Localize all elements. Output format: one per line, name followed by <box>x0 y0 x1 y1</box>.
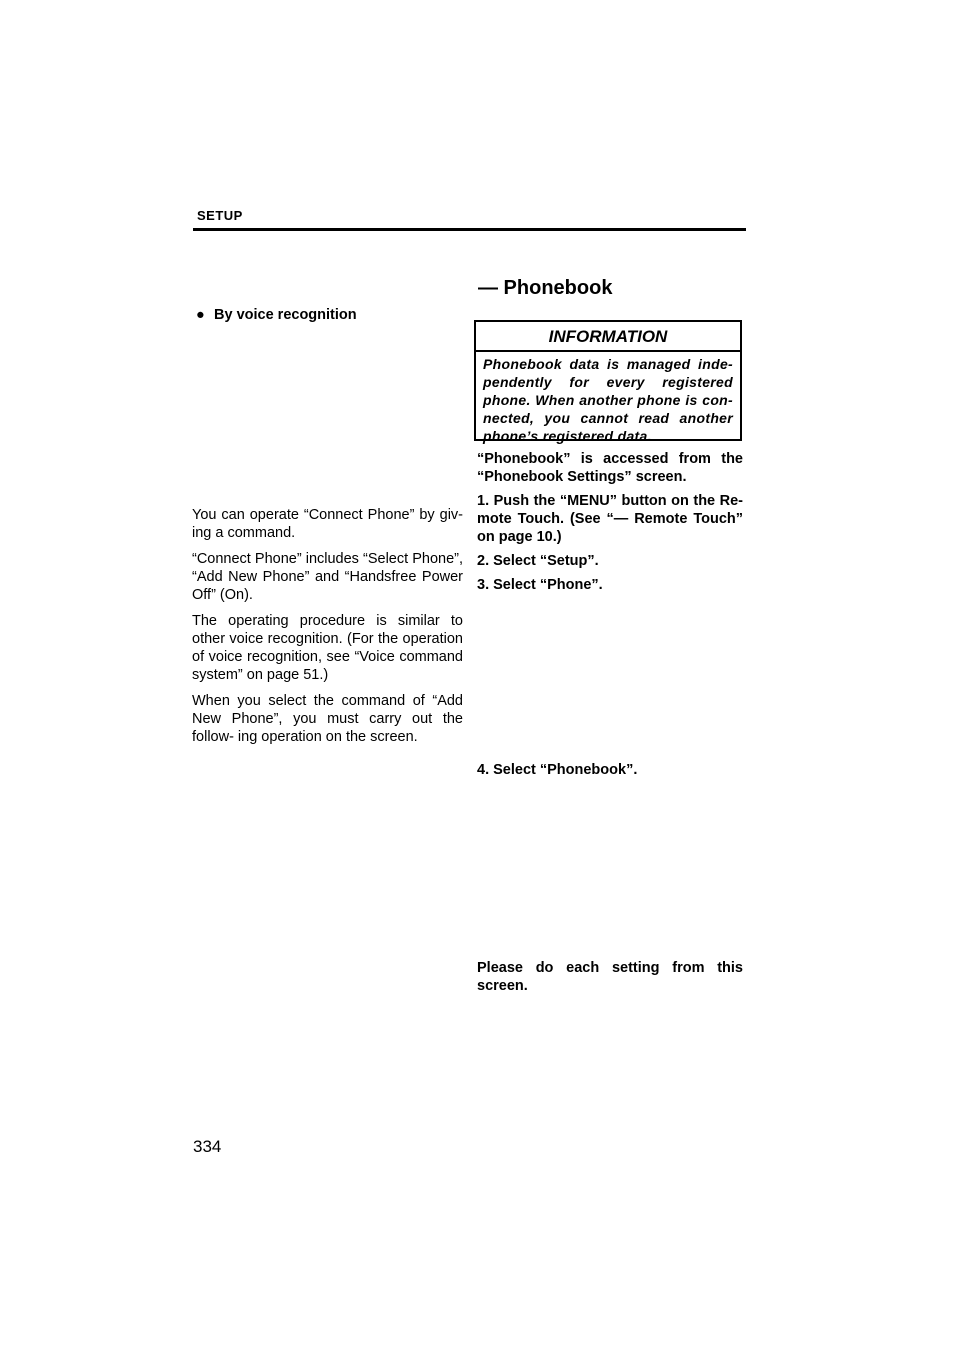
information-title: INFORMATION <box>476 322 740 352</box>
section-header-label: SETUP <box>197 208 243 223</box>
step-item: 1. Push the “MENU” button on the Re‑ mote Touch. (See “— Remote Touch” on page 10.) <box>477 493 743 545</box>
paragraph: You can operate “Connect Phone” by giv‑ ing a command. <box>192 507 463 541</box>
bullet-heading-text: By voice recognition <box>214 307 357 323</box>
paragraph: When you select the command of “Add New Phone”, you must carry out the follow‑ ing operation on the screen. <box>192 693 463 745</box>
right-column-text <box>477 450 743 600</box>
information-box <box>474 320 742 444</box>
intro-paragraph: “Phonebook” is accessed from the “Phonebook Settings” screen. <box>477 451 743 485</box>
step-item: 2. Select “Setup”. <box>477 553 599 569</box>
header-rule <box>193 228 746 231</box>
paragraph: The operating procedure is similar to other voice recognition. (For the operation of voice recognition, see “Voice command system” on page 51.) <box>192 613 463 683</box>
bullet-heading <box>196 307 357 323</box>
bullet-icon: ● <box>196 307 205 323</box>
closing-paragraph: Please do each setting from this screen. <box>477 960 743 994</box>
step-item: 4. Select “Phonebook”. <box>477 762 638 778</box>
section-title: — Phonebook <box>478 277 613 299</box>
left-column-text <box>192 506 463 754</box>
information-body: Phonebook data is managed inde‑ pendently for every registered phone. When another phone is con‑ nected, you cannot read another phone’s registered data. <box>483 356 733 444</box>
step-item: 3. Select “Phone”. <box>477 577 603 593</box>
page-number: 334 <box>193 1137 222 1156</box>
paragraph: “Connect Phone” includes “Select Phone”, “Add New Phone” and “Handsfree Power Off” (On). <box>192 551 463 603</box>
